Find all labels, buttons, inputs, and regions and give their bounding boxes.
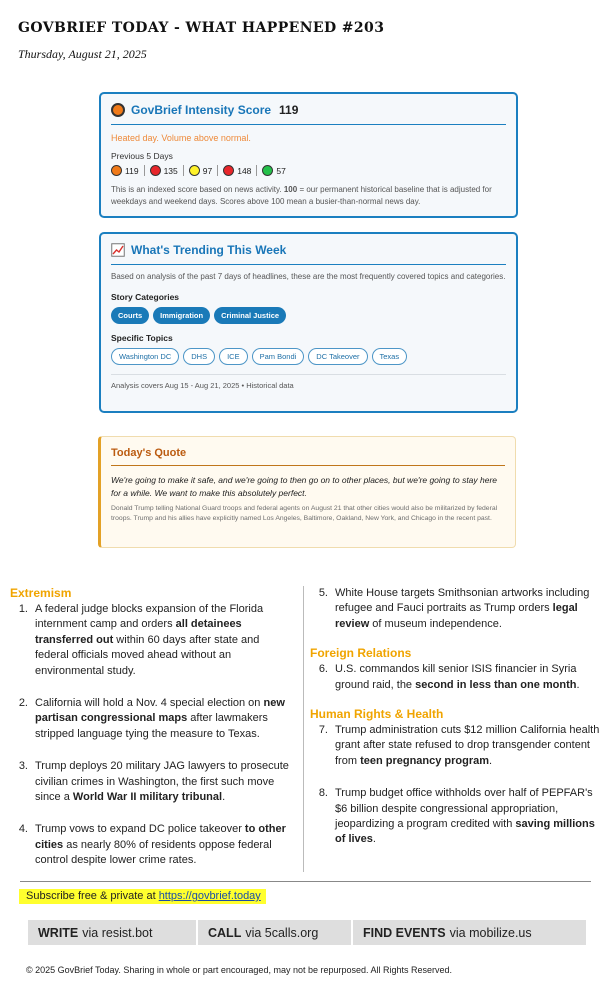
text-run: . [576,678,580,691]
text-run: Trump administration cuts $12 million California health grant after state refused to drop transgender content from [335,723,600,767]
orange-circle-icon [111,165,122,176]
intensity-circle-icon [111,103,125,117]
news-column-left [10,586,296,868]
news-item [310,662,600,693]
text-bold: all detainees transferred out [35,618,242,646]
text-run: California will hold a Nov. 4 special election on [35,696,264,709]
specific-topics [111,348,506,365]
call-action-link[interactable] [198,920,353,945]
red-circle-icon [223,165,234,176]
quote-context: Donald Trump telling National Guard troops and federal agents on August 21 that other cities would also be militarized by federal troops. Trump and his allies have explicitly named Los Angeles, Baltimore, Oakland, New York, and Chicago in the recent past. [111,504,498,523]
previous-day-item [111,165,145,176]
action-bar [28,920,586,945]
text-run: U.S. commandos kill senior ISIS financier in Syria ground raid, the [335,663,577,691]
analysis-range: Analysis covers Aug 15 - Aug 21, 2025 • Historical data [111,374,506,390]
item-text [335,586,600,632]
story-categories [111,307,506,324]
action-text: via resist.bot [82,925,153,940]
item-text [335,723,600,769]
intensity-score-value: 119 [279,103,299,117]
description-text: This is an indexed score based on news activity. [111,185,282,194]
item-number: 1. [18,603,28,615]
intensity-title: GovBrief Intensity Score [131,103,272,117]
yellow-circle-icon [189,165,200,176]
trending-card [99,232,518,413]
quote-card [98,436,516,548]
copyright-notice: © 2025 GovBrief Today. Sharing in whole or part encouraged, may not be repurposed. All Rights Reserved. [26,965,453,975]
text-run: of museum independence. [369,617,502,630]
text-run: Trump budget office withholds over half of PEPFAR's $6 billion despite congressional appropriation, jeopardizing a program credited with [335,787,593,830]
issue-date: Thursday, August 21, 2025 [18,47,147,61]
text-run: within 60 days after state and federal officials moved ahead without an environmental study. [35,633,260,677]
news-item [10,822,296,868]
item-number: 5. [318,587,328,599]
category-tag[interactable]: Criminal Justice [214,307,286,324]
previous-day-value: 119 [125,165,139,176]
intensity-status: Heated day. Volume above normal. [111,133,251,143]
previous-day-item [145,165,184,176]
topic-tag[interactable]: DHS [183,348,215,365]
description-bold: 100 [283,185,298,194]
item-text [35,759,296,805]
text-run: Trump vows to expand DC police takeover [35,823,245,836]
chart-trend-icon [111,243,125,257]
find-events-action-link[interactable] [353,920,586,945]
action-text: via mobilize.us [449,925,532,940]
text-bold: second in less than one month [415,678,577,691]
action-text: via 5calls.org [245,925,319,940]
item-number: 3. [18,760,28,773]
item-number: 7. [318,723,328,736]
text-bold: legal review [335,602,578,630]
news-column-right [310,586,600,848]
topic-tag[interactable]: Pam Bondi [252,348,305,365]
topic-tag[interactable]: ICE [219,348,248,365]
news-item [10,602,296,679]
text-run: . [489,754,493,767]
red-circle-icon [150,165,161,176]
item-number: 8. [318,787,328,800]
item-text [35,696,296,742]
newsletter-title: GOVBRIEF TODAY - WHAT HAPPENED #203 [18,20,385,36]
category-tag[interactable]: Immigration [153,307,210,324]
item-text [335,786,600,848]
item-number: 2. [18,696,28,709]
text-bold: World War II military tribunal [72,790,223,803]
text-run: White House targets Smithsonian artworks including refugee and Fauci portraits as Trump orders [335,587,590,615]
footer-divider [20,881,591,882]
text-run: as nearly 80% of residents oppose federal control despite lower crime rates. [35,838,272,867]
text-run: . [372,833,376,846]
section-heading-human-rights: Human Rights & Health [310,706,444,721]
specific-topics-label: Specific Topics [111,332,173,343]
news-item [310,786,600,848]
text-run: after lawmakers stripped language tying the measure to Texas. [35,712,268,740]
section-heading-foreign-relations: Foreign Relations [310,646,412,661]
text-run: . [222,790,226,803]
previous-day-value: 57 [276,165,286,176]
previous-days-label: Previous 5 Days [111,151,173,161]
write-action-link[interactable] [28,920,198,945]
action-label: FIND EVENTS [363,925,446,940]
previous-day-value: 135 [163,165,178,176]
item-text [35,602,296,679]
story-categories-label: Story Categories [111,291,180,302]
subscribe-banner [19,889,266,904]
category-tag[interactable]: Courts [111,307,149,324]
masthead [18,20,384,62]
previous-days-row [111,165,506,176]
previous-day-value: 97 [202,165,213,176]
action-label: CALL [208,925,242,940]
action-label: WRITE [38,925,79,940]
text-bold: new partisan congressional maps [35,696,285,725]
intensity-score-card [99,92,518,218]
text-run: A federal judge blocks expansion of the Florida internment camp and orders [35,603,264,631]
text-bold: saving millions of lives [335,817,595,846]
section-heading-extremism: Extremism [10,586,72,600]
topic-tag[interactable]: Washington DC [111,348,179,365]
text-run: Trump deploys 20 military JAG lawyers to prosecute civilian crimes in Washington, the first such move since a [35,760,289,803]
item-number: 6. [318,663,328,676]
item-number: 4. [18,823,28,836]
quote-title: Today's Quote [111,447,505,466]
column-divider [303,586,304,872]
quote-text: We're going to make it safe, and we're going to then go on to other places, but we're going to stay here for a while. We want to make this absolutely perfect. [111,475,498,498]
news-item [10,696,296,742]
description-text: = our permanent historical baseline that is adjusted for weekdays and weekend days. Scores above 100 mean a busier-than-normal news day. [111,185,492,206]
green-circle-icon [262,165,273,176]
subscribe-link[interactable]: https://govbrief.today [158,890,261,902]
intensity-description [111,184,506,207]
news-item [310,723,600,769]
trending-intro: Based on analysis of the past 7 days of headlines, these are the most frequently covered topics and categories. [111,272,506,281]
topic-tag[interactable]: Texas [372,348,408,365]
subscribe-text: Subscribe free & private at [26,890,159,902]
previous-day-item [184,165,218,176]
topic-tag[interactable]: DC Takeover [308,348,367,365]
news-item [10,759,296,805]
trending-title: What's Trending This Week [131,243,287,257]
previous-day-item [257,165,290,176]
intensity-header [111,103,506,125]
text-bold: to other cities [35,823,286,851]
trending-header [111,243,506,265]
news-item [310,586,600,632]
item-text [335,662,600,693]
item-text [35,822,296,868]
previous-day-value: 148 [237,165,252,176]
text-bold: teen pregnancy program [360,754,490,767]
previous-day-item [218,165,257,176]
